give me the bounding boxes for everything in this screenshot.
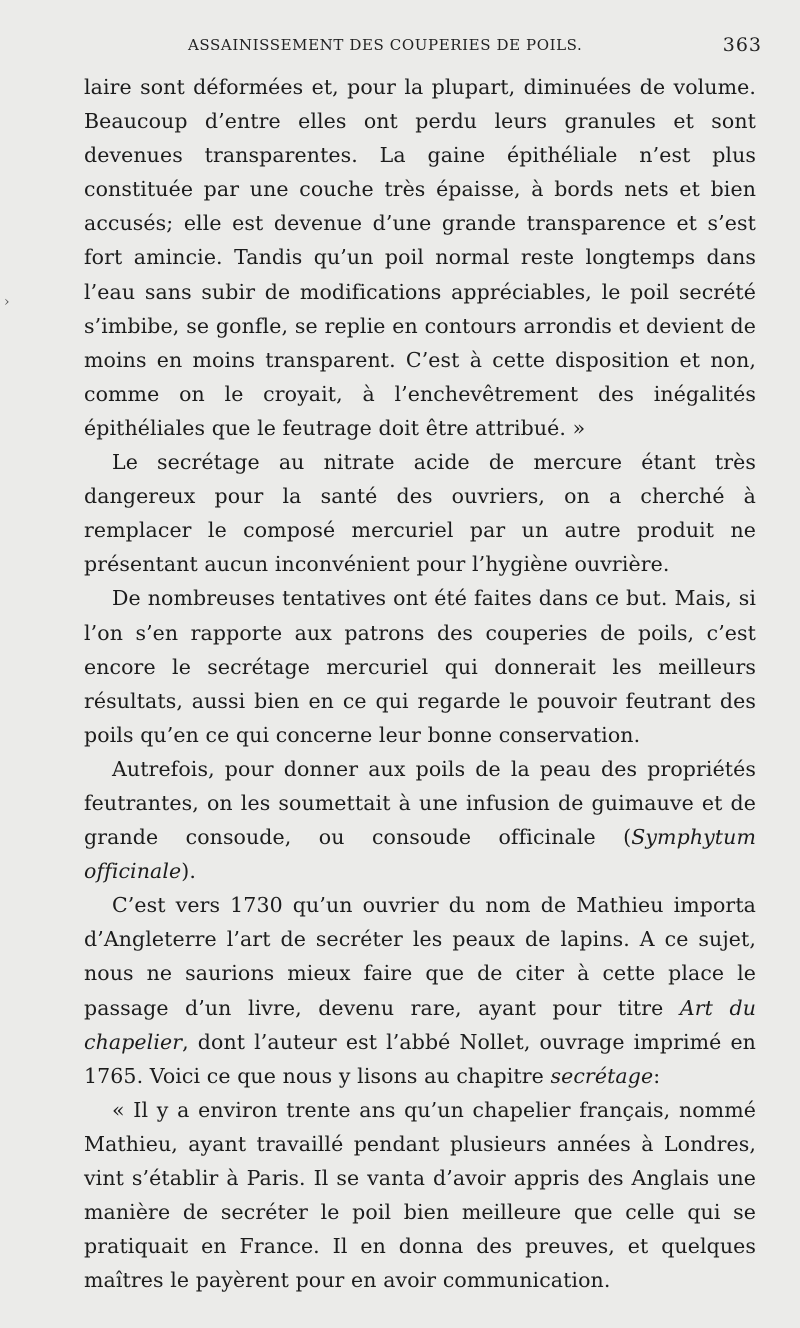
paragraph-5-italic-chapter: secrétage (550, 1063, 654, 1088)
margin-mark: › (4, 294, 10, 310)
paragraph-5 (84, 888, 756, 1093)
paragraph-5-italic-title: Art du chapelier (84, 995, 756, 1054)
paragraph-3: De nombreuses tentatives ont été faites dans ce but. Mais, si l’on s’en rapporte aux patrons des couperies de poils, c’est encore le secrétage mercuriel qui donnerait les meilleurs résultats, aussi bien en ce qui regarde le pouvoir feutrant des poils qu’en ce qui concerne leur bonne conservation. (84, 586, 756, 747)
body-text (84, 70, 756, 1297)
paragraph-4 (84, 752, 756, 888)
paragraph-5-text-b: , dont l’auteur est l’abbé Nollet, ouvrage imprimé en 1765. Voici ce que nous y lisons au chapitre (84, 1029, 756, 1088)
page-number: 363 (722, 34, 762, 56)
paragraph-2: Le secrétage au nitrate acide de mercure étant très dangereux pour la santé des ouvriers, on a cherché à remplacer le composé mercuriel par un autre produit ne présentant aucun inconvénient pour l’hygiène ouvrière. (84, 450, 756, 577)
paragraph-5-text-a: C’est vers 1730 qu’un ouvrier du nom de Mathieu importa d’Angleterre l’art de secréter les peaux de lapins. A ce sujet, nous ne saurions mieux faire que de citer à cette place le passage d’un livre, devenu rare, ayant pour titre (84, 893, 756, 1020)
running-head (84, 32, 762, 62)
paragraph-5-text-c: : (653, 1063, 661, 1088)
running-title: ASSAINISSEMENT DES COUPERIES DE POILS. (188, 36, 583, 54)
paragraph-1: laire sont déformées et, pour la plupart, diminuées de volume. Beaucoup d’entre elles ont perdu leurs granules et sont devenues transparentes. La gaine épithéliale n’est plus constituée par une couche très épaisse, à bords nets et bien accusés; elle est devenue d’une grande transparence et s’est fort amincie. Tandis qu’un poil normal reste longtemps dans l’eau sans subir de modifications appréciables, le poil secrété s’imbibe, se gonfle, se replie en contours arrondis et devient de moins en moins transparent. C’est à cette disposition et non, comme on le croyait, à l’enchevêtrement des inégalités épithéliales que le feutrage doit être attribué. » (84, 75, 756, 440)
paragraph-6: « Il y a environ trente ans qu’un chapelier français, nommé Mathieu, ayant travaillé pendant plusieurs années à Londres, vint s’établir à Paris. Il se vanta d’avoir appris des Anglais une manière de secréter le poil bien meilleure que celle qui se pratiquait en France. Il en donna des preuves, et quelques maîtres le payèrent pour en avoir communication. (84, 1097, 756, 1293)
paragraph-4-text-a: Autrefois, pour donner aux poils de la peau des propriétés feutrantes, on les soumettait à une infusion de guimauve et de grande consoude, ou consoude officinale ( (84, 756, 756, 850)
paragraph-4-italic: Symphytum officinale (84, 825, 756, 884)
paragraph-4-text-b: ). (181, 859, 196, 884)
